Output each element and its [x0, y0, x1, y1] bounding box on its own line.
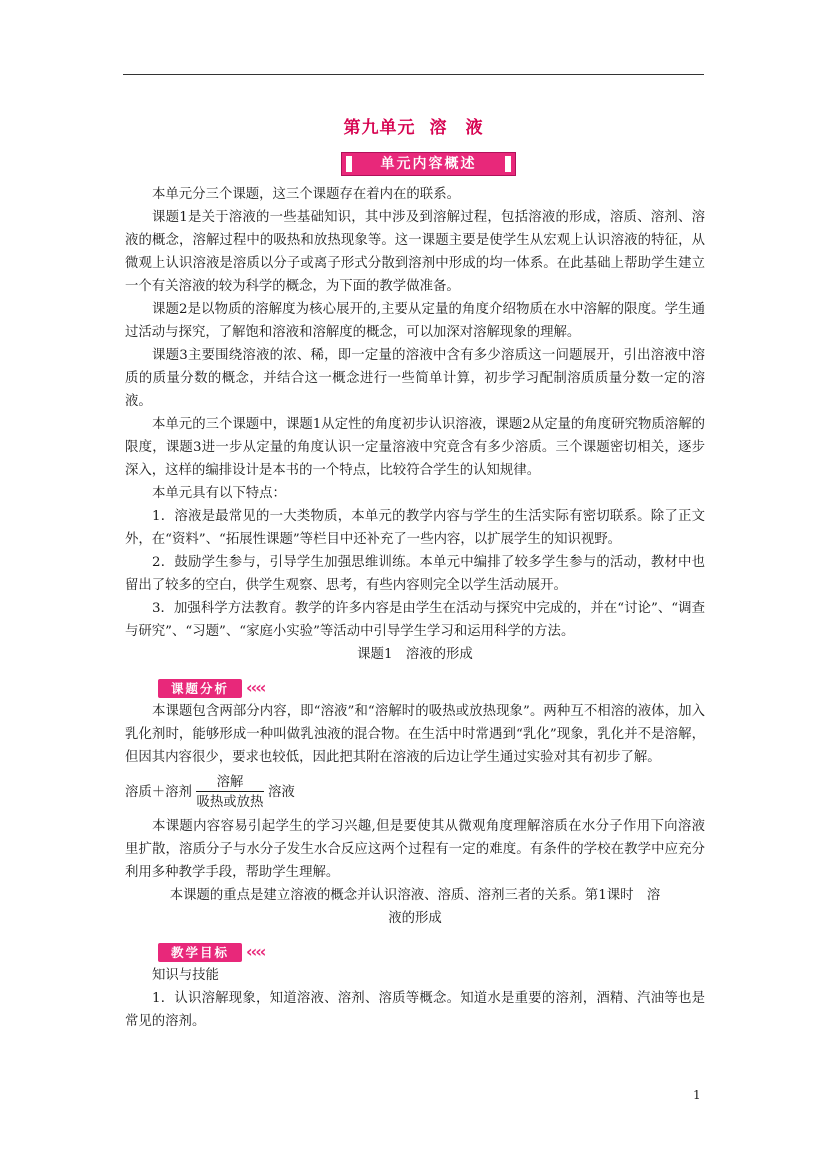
unit-title [0, 113, 827, 138]
overview-paragraph: 本单元具有以下特点： [152, 486, 286, 501]
overview-banner: 单元内容概述 [341, 152, 516, 176]
key-point-line: 液的形成 [388, 911, 442, 926]
chevrons-left-icon: ‹‹‹‹ [246, 678, 265, 697]
equation-product: 溶液 [267, 784, 295, 800]
equation-arrow [194, 769, 266, 815]
objective-item: 1．认识溶解现象，知道溶液、溶剂、溶质等概念。知道水是重要的溶剂，酒精、汽油等也是常见的溶剂。 [125, 991, 705, 1029]
header-rule [123, 74, 704, 75]
equation-reactants: 溶质＋溶剂 [125, 784, 192, 800]
page-number: 1 [693, 1088, 701, 1102]
overview-paragraph: 1．溶液是最常见的一大类物质，本单元的教学内容与学生的生活实际有密切联系。除了正文外，在“资料”、“拓展性课题”等栏目中还补充了一些内容，以扩展学生的知识视野。 [125, 509, 705, 547]
equation-condition-bottom: 吸热或放热 [196, 795, 264, 810]
objectives-section-tag [125, 942, 275, 964]
overview-paragraph: 本单元的三个课题中，课题1从定性的角度初步认识溶液，课题2从定量的角度研究物质溶解的限度，课题3进一步从定量的角度认识一定量溶液中究竟含有多少溶质。三个课题密切相关，逐步深入，这样的编排设计是本书的一个特点，比较符合学生的认知规律。 [125, 417, 705, 478]
analysis-tag-label: 课题分析 [158, 679, 242, 698]
analysis-paragraph: 本课题包含两部分内容，即“溶液”和“溶解时的吸热或放热现象”。两种互不相溶的液体，加入乳化剂时，能够形成一种叫做乳浊液的混合物。在生活中时常遇到“乳化”现象，乳化并不是溶解，但因其内容很少，要求也较低，因此把其附在溶液的后边让学生通过实验对其有初步了解。 [125, 704, 705, 765]
objectives-subhead: 知识与技能 [152, 968, 219, 983]
unit-title-number: 第九单元 [343, 118, 416, 138]
document-body [125, 183, 705, 1033]
overview-paragraph: 2．鼓励学生参与，引导学生加强思维训练。本单元中编排了较多学生参与的活动，教材中也留出了较多的空白，供学生观察、思考，有些内容则完全以学生活动展开。 [125, 555, 705, 593]
objectives-tag-label: 教学目标 [158, 943, 242, 962]
overview-paragraph: 课题2是以物质的溶解度为核心展开的,主要从定量的角度介绍物质在水中溶解的限度。学生通过活动与探究，了解饱和溶液和溶解度的概念，可以加深对溶解现象的理解。 [125, 302, 705, 340]
equation-condition-top: 溶解 [216, 775, 244, 790]
overview-paragraph: 3．加强科学方法教育。教学的许多内容是由学生在活动与探究中完成的，并在“讨论”、“调查与研究”、“习题”、“家庭小实验”等活动中引导学生学习和运用科学的方法。 [125, 601, 705, 639]
dissolution-equation [125, 769, 705, 815]
analysis-section-tag [125, 678, 275, 700]
chevrons-left-icon: ‹‹‹‹ [246, 942, 265, 961]
overview-paragraph: 课题3主要围绕溶液的浓、稀，即一定量的溶液中含有多少溶质这一问题展开，引出溶液中溶质的质量分数的概念，并结合这一概念进行一些简单计算，初步学习配制溶质质量分数一定的溶液。 [125, 348, 705, 409]
key-point-line: 本课题的重点是建立溶液的概念并认识溶液、溶质、溶剂三者的关系。第1课时 溶 [169, 888, 661, 903]
unit-title-name: 溶 液 [429, 118, 484, 138]
lesson-title: 课题1 溶液的形成 [357, 647, 473, 662]
analysis-paragraph: 本课题内容容易引起学生的学习兴趣,但是要使其从微观角度理解溶质在水分子作用下向溶液里扩散，溶质分子与水分子发生水合反应这两个过程有一定的难度。有条件的学校在教学中应充分利用多种教学手段，帮助学生理解。 [125, 819, 705, 880]
overview-paragraph: 课题1是关于溶液的一些基础知识，其中涉及到溶解过程，包括溶液的形成，溶质、溶剂、溶液的概念，溶解过程中的吸热和放热现象等。这一课题主要是使学生从宏观上认识溶液的特征，从微观上认识溶液是溶质以分子或离子形式分散到溶剂中形成的均一体系。在此基础上帮助学生建立一个有关溶液的较为科学的概念，为下面的教学做准备。 [125, 210, 705, 294]
overview-paragraph: 本单元分三个课题，这三个课题存在着内在的联系。 [152, 187, 460, 202]
